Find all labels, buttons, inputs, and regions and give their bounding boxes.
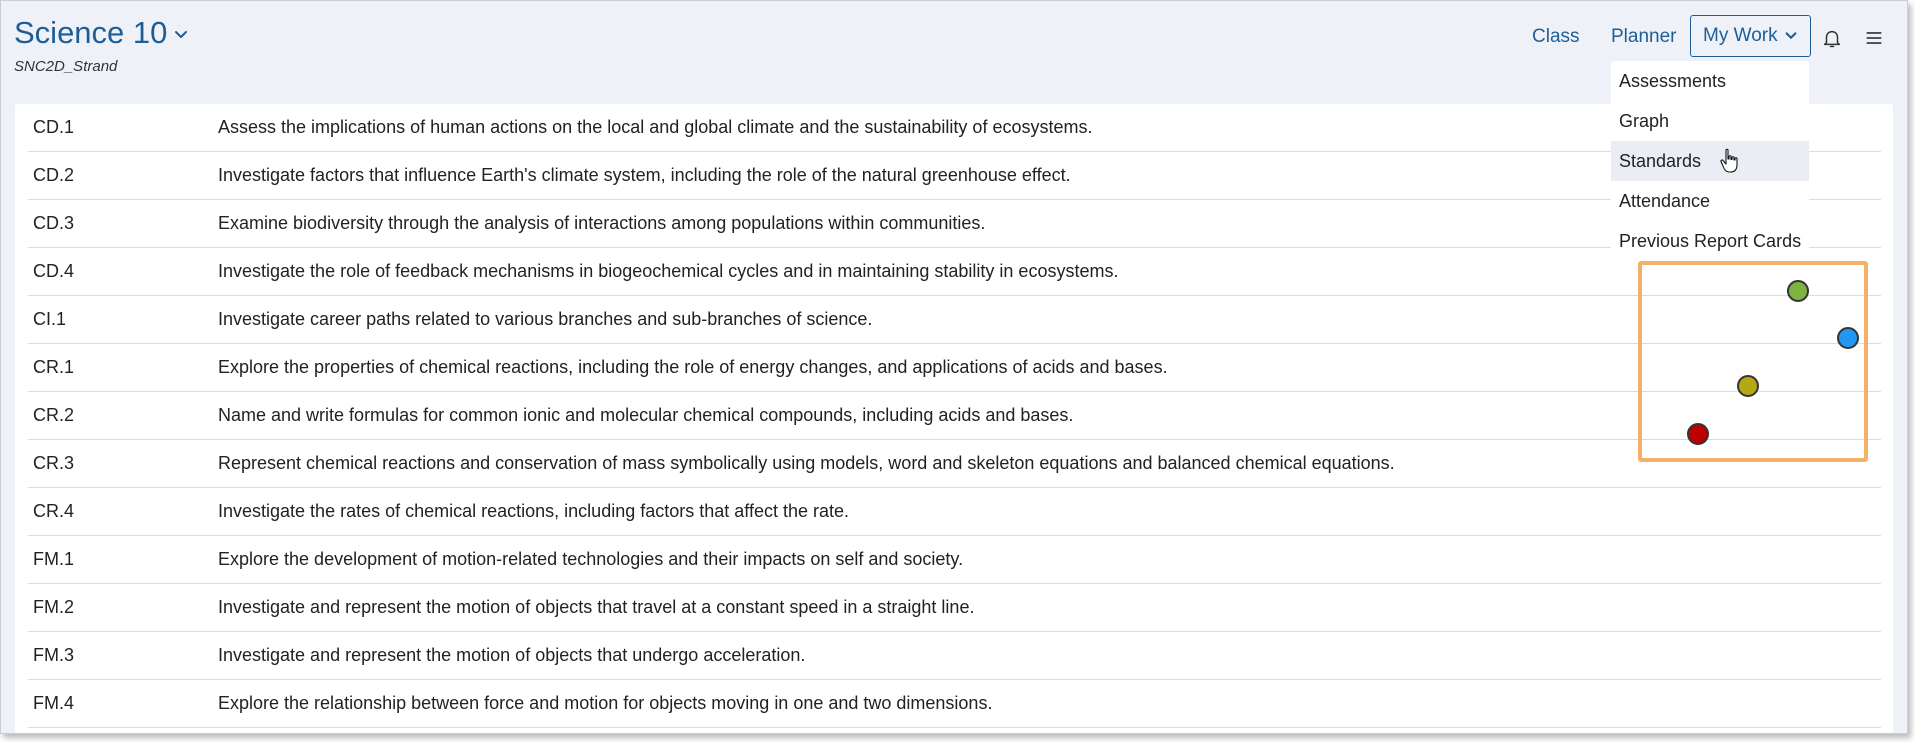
standard-code: CD.2: [33, 165, 75, 185]
standard-code: FM.1: [33, 549, 75, 569]
standard-code: CD.4: [33, 261, 75, 281]
standard-row[interactable]: [28, 296, 1881, 344]
dropdown-item-standards[interactable]: Standards: [1611, 141, 1809, 181]
standard-description: Investigate the rates of chemical reactions, including factors that affect the rate.: [218, 501, 850, 521]
dropdown-item-assessments[interactable]: Assessments: [1619, 71, 1727, 91]
achievement-dot[interactable]: [1737, 375, 1759, 397]
standard-row[interactable]: [28, 680, 1881, 728]
achievement-dot[interactable]: [1687, 423, 1709, 445]
standard-description: Investigate and represent the motion of objects that travel at a constant speed in a straight line.: [218, 597, 975, 617]
chevron-down-icon: [1784, 29, 1798, 43]
standard-description: Investigate the role of feedback mechanisms in biogeochemical cycles and in maintaining stability in ecosystems.: [218, 261, 1119, 281]
standard-row[interactable]: [28, 344, 1881, 392]
standard-code: CD.1: [33, 117, 75, 137]
standard-code: FM.3: [33, 645, 75, 665]
standard-description: Investigate factors that influence Earth's climate system, including the role of the natural greenhouse effect.: [218, 165, 1071, 185]
course-title: Science 10: [14, 15, 168, 50]
standard-row[interactable]: [28, 440, 1881, 488]
hand-cursor-icon: [1720, 148, 1740, 174]
achievement-dot[interactable]: [1787, 280, 1809, 302]
standard-description: Examine biodiversity through the analysis of interactions among populations within communities.: [218, 213, 986, 233]
standard-code: CI.1: [33, 309, 67, 329]
nav-class[interactable]: Class: [1532, 26, 1580, 47]
standard-row[interactable]: [28, 104, 1881, 152]
mywork-dropdown: [1611, 61, 1809, 259]
bell-icon[interactable]: [1821, 27, 1843, 49]
standard-row[interactable]: [28, 200, 1881, 248]
standard-description: Represent chemical reactions and conservation of mass symbolically using models, word and skeleton equations and balanced chemical equations.: [218, 453, 1395, 473]
chevron-down-icon: [173, 27, 189, 43]
standard-row[interactable]: [28, 152, 1881, 200]
standard-description: Assess the implications of human actions on the local and global climate and the sustainability of ecosystems.: [218, 117, 1093, 137]
standard-code: CR.1: [33, 357, 75, 377]
nav-mywork-label: My Work: [1703, 25, 1778, 46]
standard-row[interactable]: [28, 536, 1881, 584]
course-code: SNC2D_Strand: [14, 58, 118, 75]
standard-code: FM.4: [33, 693, 75, 713]
standard-row[interactable]: [28, 632, 1881, 680]
menu-icon[interactable]: [1863, 27, 1885, 49]
dropdown-item-graph[interactable]: Graph: [1619, 111, 1670, 131]
nav-mywork-button[interactable]: [1690, 15, 1811, 57]
standard-description: Explore the relationship between force and motion for objects moving in one and two dimensions.: [218, 693, 993, 713]
standard-code: FM.2: [33, 597, 75, 617]
standard-row[interactable]: [28, 392, 1881, 440]
standard-row[interactable]: [28, 584, 1881, 632]
achievement-dot[interactable]: [1837, 327, 1859, 349]
standard-code: CR.4: [33, 501, 75, 521]
standard-description: Explore the development of motion-related technologies and their impacts on self and society.: [218, 549, 964, 569]
dropdown-item-attendance[interactable]: Attendance: [1619, 191, 1711, 211]
standard-description: Explore the properties of chemical reactions, including the role of energy changes, and applications of acids and bases.: [218, 357, 1168, 377]
standard-code: CR.3: [33, 453, 75, 473]
nav-planner[interactable]: Planner: [1611, 26, 1677, 47]
standard-row[interactable]: [28, 248, 1881, 296]
standard-code: CR.2: [33, 405, 75, 425]
course-selector[interactable]: [14, 15, 189, 51]
dropdown-item-previous-report-cards[interactable]: Previous Report Cards: [1619, 231, 1802, 251]
standard-row[interactable]: [28, 488, 1881, 536]
standard-description: Name and write formulas for common ionic and molecular chemical compounds, including acids and bases.: [218, 405, 1074, 425]
standard-description: Investigate and represent the motion of objects that undergo acceleration.: [218, 645, 806, 665]
standard-code: CD.3: [33, 213, 75, 233]
standard-description: Investigate career paths related to various branches and sub-branches of science.: [218, 309, 873, 329]
